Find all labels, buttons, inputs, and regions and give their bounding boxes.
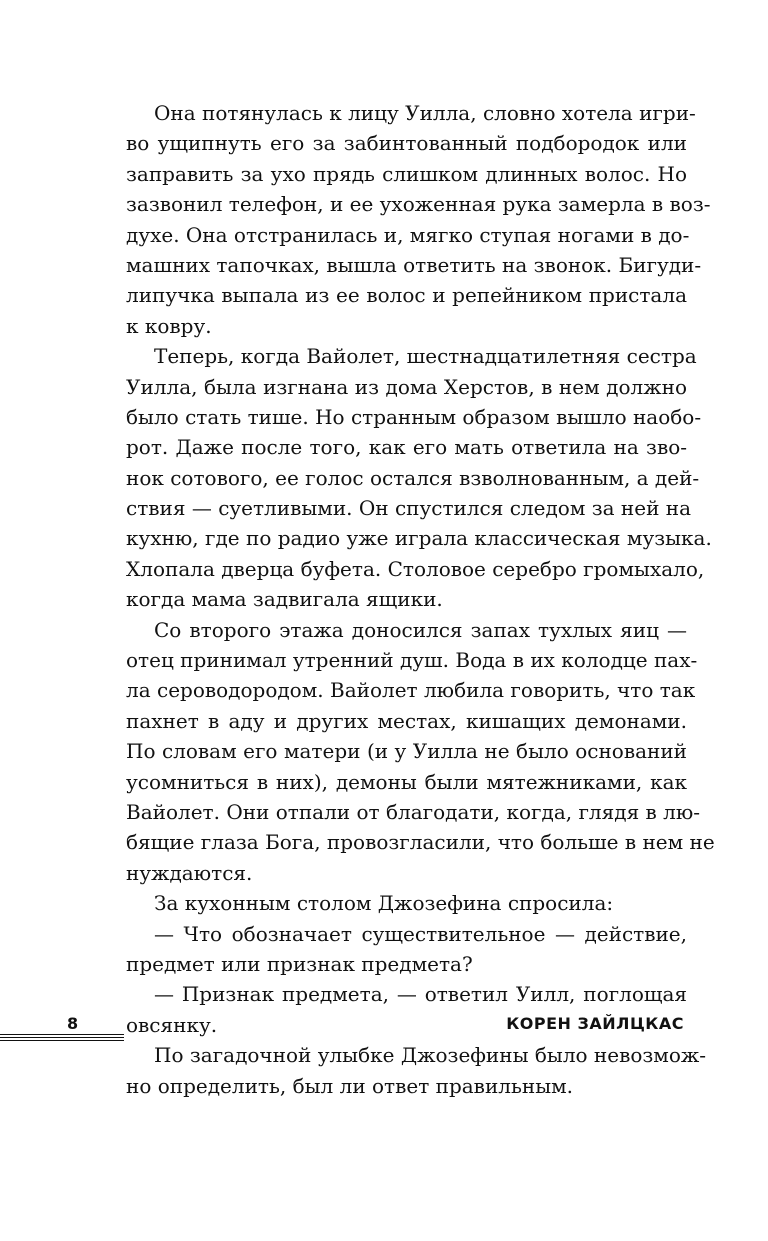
text-line: усомниться в них), демоны были мятежниками, как (126, 769, 687, 794)
text-line: духе. Она отстранилась и, мягко ступая ногами в до- (126, 222, 690, 247)
text-line: По словам его матери (и у Уилла не было оснований (126, 739, 687, 764)
text-line: липучка выпала из ее волос и репейником пристала (126, 283, 687, 308)
text-line: — Что обозначает существительное — действие, (154, 921, 687, 946)
footer-rule (0, 1040, 124, 1041)
text-line: Она потянулась к лицу Уилла, словно хотела игри- (154, 101, 696, 125)
text-line: Вайолет. Они отпали от благодати, когда, глядя в лю- (126, 799, 701, 824)
text-line: машних тапочках, вышла ответить на звонок. Бигуди- (126, 252, 702, 277)
footer-rule (0, 1037, 124, 1038)
text-line: предмет или признак предмета? (126, 951, 473, 976)
text-line: нок сотового, ее голос остался взволнованным, а дей- (126, 465, 700, 490)
text-line: заправить за ухо прядь слишком длинных волос. Но (126, 161, 687, 186)
text-line: пахнет в аду и других местах, кишащих демонами. (126, 708, 687, 733)
running-footer-author: КОРЕН ЗАЙЛЦКАС (506, 1014, 684, 1033)
text-line: Уилла, была изгнана из дома Херстов, в нем должно (126, 374, 687, 399)
text-line: Хлопала дверца буфета. Столовое серебро громыхало, (126, 556, 705, 581)
text-line: кухню, где по радио уже играла классическая музыка. (126, 526, 712, 551)
text-line: когда мама задвигала ящики. (126, 587, 443, 612)
text-line: во ущипнуть его за забинтованный подбородок или (126, 131, 687, 156)
text-line: отец принимал утренний душ. Вода в их колодце пах- (126, 648, 698, 673)
text-line: зазвонил телефон, и ее ухоженная рука замерла в воз- (126, 192, 711, 217)
text-line: рот. Даже после того, как его мать ответила на зво- (126, 435, 687, 460)
text-line: Теперь, когда Вайолет, шестнадцатилетняя сестра (154, 344, 697, 369)
text-line: По загадочной улыбке Джозефины было невозмож- (154, 1043, 707, 1068)
text-line: За кухонным столом Джозефина спросила: (154, 891, 614, 916)
text-line: к ковру. (126, 313, 212, 338)
text-line: — Признак предмета, — ответил Уилл, поглощая (154, 982, 687, 1007)
text-line: но определить, был ли ответ правильным. (126, 1073, 574, 1098)
text-line: ла сероводородом. Вайолет любила говорить, что так (126, 678, 696, 703)
text-line: ствия — суетливыми. Он спустился следом за ней на (126, 496, 692, 521)
footer-rule (0, 1034, 124, 1035)
body-text (126, 98, 715, 1101)
page-number: 8 (67, 1014, 79, 1033)
text-line: нуждаются. (126, 860, 253, 885)
text-line: бящие глаза Бога, провозгласили, что больше в нем не (126, 830, 715, 855)
text-line: овсянку. (126, 1012, 218, 1037)
text-line: было стать тише. Но странным образом вышло наобо- (126, 404, 702, 429)
text-line: Со второго этажа доносился запах тухлых яиц — (154, 617, 687, 642)
